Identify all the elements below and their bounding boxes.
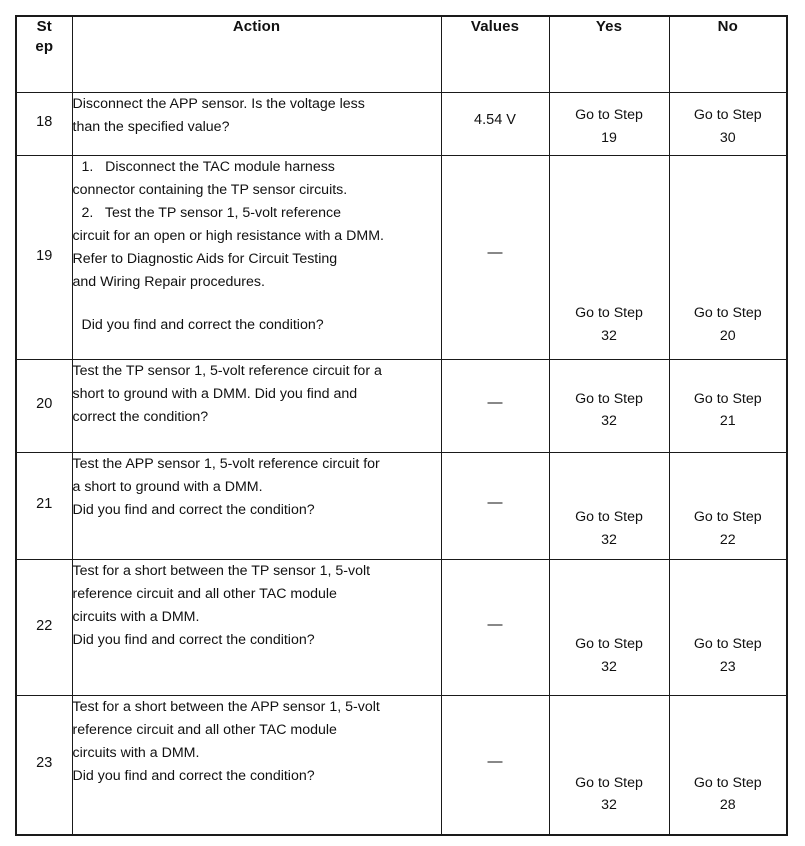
column-header-action — [72, 16, 441, 93]
step-number: 22 — [36, 617, 53, 634]
branch-yes-label: Go to Step — [575, 107, 643, 124]
table-row — [16, 360, 787, 453]
action-line: Disconnect the APP sensor. Is the voltage less — [72, 96, 365, 112]
action-line: Test the TP sensor 1, 5-volt reference circuit for a — [72, 363, 382, 379]
branch-yes-step-number: 32 — [601, 797, 617, 814]
action-line: reference circuit and all other TAC module — [72, 586, 337, 602]
column-header-step — [16, 16, 72, 93]
step-number: 20 — [36, 396, 53, 412]
table-row — [16, 453, 787, 560]
branch-no-label: Go to Step — [693, 635, 762, 652]
cell-action-text — [72, 696, 441, 835]
action-line: reference circuit and all other TAC module — [72, 722, 337, 738]
action-line: Test the APP sensor 1, 5-volt reference circuit for — [72, 456, 380, 472]
cell-branch-no — [669, 93, 787, 156]
branch-no-target — [670, 104, 787, 149]
cell-branch-no — [669, 156, 787, 360]
action-line: Did you find and correct the condition? — [72, 768, 315, 784]
diagnostic-table-container — [15, 15, 786, 832]
cell-action-text — [72, 360, 441, 453]
cell-branch-yes — [549, 156, 669, 360]
table-header — [16, 16, 787, 93]
cell-branch-yes — [549, 360, 669, 453]
cell-step-number — [16, 560, 72, 696]
action-line: 1. Disconnect the TAC module harness — [81, 159, 335, 175]
branch-no-label: Go to Step — [693, 774, 762, 791]
cell-action-text — [72, 93, 441, 156]
action-line: short to ground with a DMM. Did you find and — [72, 386, 358, 402]
cell-branch-no — [669, 360, 787, 453]
branch-yes-label: Go to Step — [575, 774, 643, 791]
values-dash: — — [487, 615, 503, 633]
cell-step-number — [16, 453, 72, 560]
table-body — [16, 93, 787, 835]
cell-branch-no — [669, 453, 787, 560]
action-line: Refer to Diagnostic Aids for Circuit Testing — [72, 251, 338, 267]
action-line: circuits with a DMM. — [72, 745, 200, 761]
cell-branch-no — [669, 696, 787, 835]
values-dash: — — [487, 393, 503, 411]
cell-values — [441, 560, 549, 696]
step-number: 23 — [36, 754, 53, 771]
diagnostic-procedure-table — [15, 15, 788, 836]
branch-no-label: Go to Step — [693, 107, 762, 124]
table-header-row — [16, 16, 787, 93]
column-header-values — [441, 16, 549, 93]
branch-no-target — [670, 388, 787, 433]
column-header-values-label: Values — [470, 18, 520, 35]
action-line: Test for a short between the APP sensor 1, 5-volt — [72, 699, 380, 715]
table-row — [16, 156, 787, 360]
branch-no-label: Go to Step — [693, 390, 762, 407]
cell-action-text — [72, 560, 441, 696]
action-line: Did you find and correct the condition? — [81, 317, 324, 333]
branch-no-target — [670, 302, 787, 347]
table-row — [16, 93, 787, 156]
branch-no-target — [670, 633, 787, 678]
branch-no-step-number: 22 — [719, 531, 736, 548]
column-header-step-line1: St — [36, 18, 52, 35]
cell-branch-yes — [549, 696, 669, 835]
branch-no-step-number: 23 — [719, 658, 736, 675]
column-header-no — [669, 16, 787, 93]
branch-yes-label: Go to Step — [575, 305, 643, 322]
column-header-no-label: No — [717, 18, 738, 35]
branch-no-step-number: 30 — [719, 129, 736, 146]
cell-branch-no — [669, 560, 787, 696]
cell-branch-yes — [549, 93, 669, 156]
branch-yes-target — [550, 104, 669, 149]
column-header-action-label: Action — [232, 18, 281, 35]
action-line: and Wiring Repair procedures. — [72, 274, 265, 290]
action-line: 2. Test the TP sensor 1, 5-volt reference — [81, 205, 341, 221]
branch-no-step-number: 20 — [719, 327, 736, 344]
cell-values — [441, 360, 549, 453]
branch-no-label: Go to Step — [693, 305, 762, 322]
cell-step-number — [16, 696, 72, 835]
values-dash: — — [487, 494, 503, 512]
branch-no-target — [670, 772, 787, 817]
column-header-step-line2: ep — [35, 37, 54, 55]
cell-step-number — [16, 93, 72, 156]
branch-yes-step-number: 32 — [601, 327, 617, 344]
cell-values — [441, 696, 549, 835]
action-line: circuits with a DMM. — [72, 609, 200, 625]
table-row — [16, 696, 787, 835]
cell-step-number — [16, 156, 72, 360]
action-line: a short to ground with a DMM. — [72, 479, 263, 495]
branch-yes-step-number: 32 — [601, 658, 617, 675]
step-number: 19 — [36, 247, 53, 264]
action-line: Did you find and correct the condition? — [72, 632, 315, 648]
values-dash: — — [487, 244, 503, 262]
cell-branch-yes — [549, 560, 669, 696]
branch-no-target — [670, 506, 787, 551]
action-line: Did you find and correct the condition? — [72, 502, 315, 518]
action-line: correct the condition? — [72, 409, 209, 425]
table-row — [16, 560, 787, 696]
branch-yes-target — [550, 388, 669, 433]
column-header-yes — [549, 16, 669, 93]
column-header-yes-label: Yes — [595, 18, 623, 35]
cell-values — [441, 156, 549, 360]
branch-no-step-number: 21 — [719, 413, 736, 430]
action-line: connector containing the TP sensor circuits. — [72, 182, 348, 198]
action-line: Test for a short between the TP sensor 1, 5-volt — [72, 563, 371, 579]
branch-no-label: Go to Step — [693, 509, 762, 525]
branch-yes-target — [550, 772, 669, 817]
action-line: than the specified value? — [72, 119, 230, 135]
cell-action-text — [72, 453, 441, 560]
cell-values — [441, 453, 549, 560]
step-number: 18 — [36, 114, 53, 130]
action-line: circuit for an open or high resistance with a DMM. — [72, 228, 384, 244]
branch-yes-target — [550, 302, 669, 347]
branch-yes-label: Go to Step — [575, 635, 643, 652]
cell-values — [441, 93, 549, 156]
values-dash: — — [487, 752, 503, 770]
cell-action-text — [72, 156, 441, 360]
branch-yes-label: Go to Step — [575, 509, 643, 525]
values-measurement: 4.54 V — [474, 111, 516, 128]
branch-yes-target — [550, 506, 669, 551]
step-number: 21 — [36, 496, 53, 512]
action-line-spacer — [73, 294, 441, 314]
cell-step-number — [16, 360, 72, 453]
branch-yes-step-number: 32 — [601, 413, 617, 430]
branch-yes-step-number: 19 — [601, 129, 617, 146]
branch-yes-label: Go to Step — [575, 390, 643, 407]
branch-yes-step-number: 32 — [601, 531, 617, 548]
branch-yes-target — [550, 633, 669, 678]
cell-branch-yes — [549, 453, 669, 560]
branch-no-step-number: 28 — [719, 797, 736, 814]
